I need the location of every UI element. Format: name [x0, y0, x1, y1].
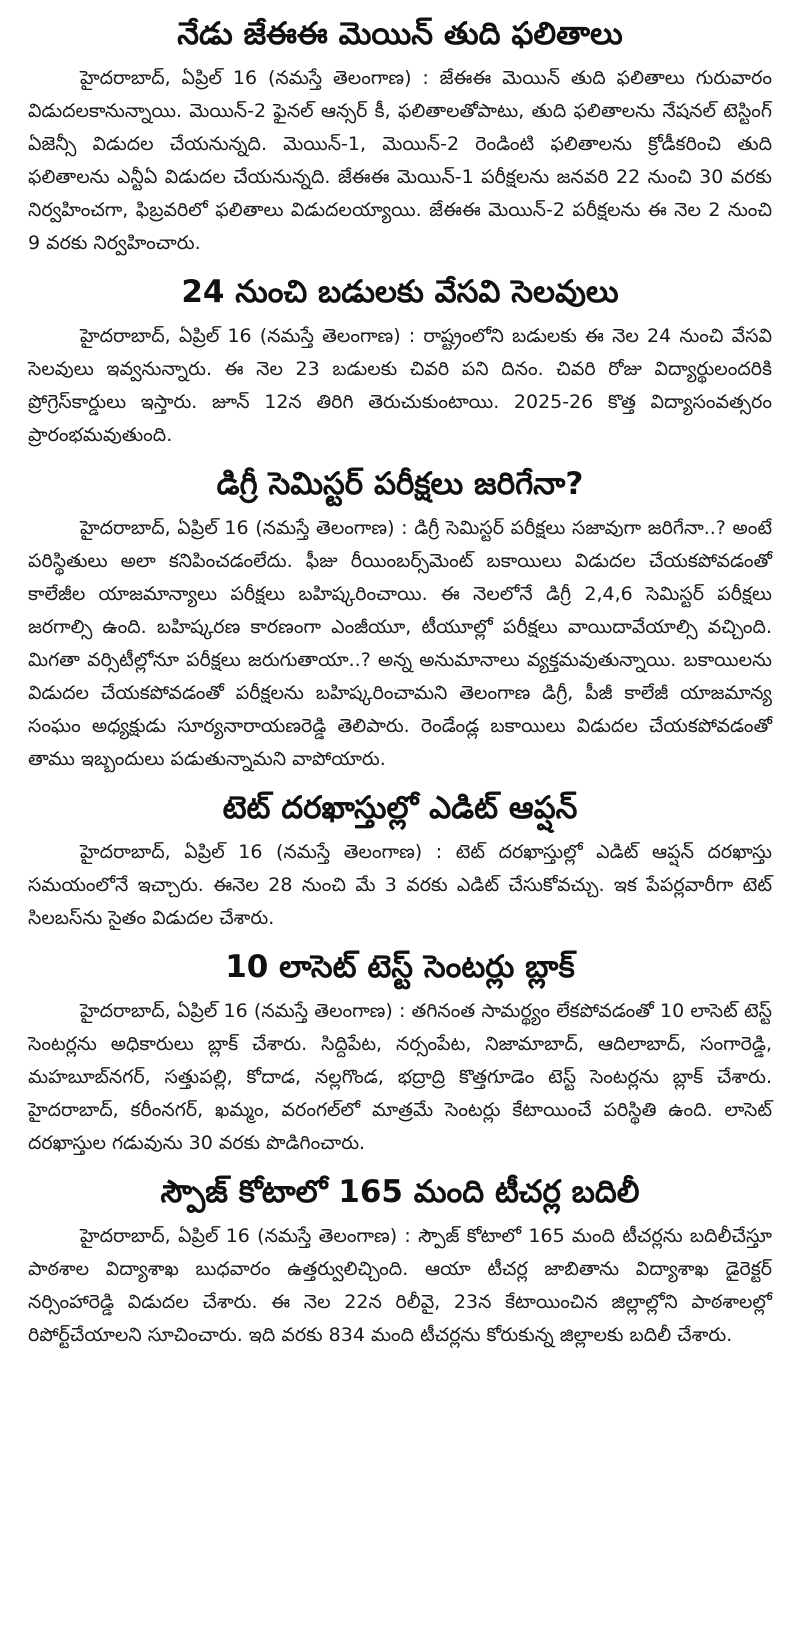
article-teacher-transfers [28, 1164, 772, 1352]
article-headline: 24 నుంచి బడులకు వేసవి సెలవులు [181, 274, 619, 310]
article-headline: నేడు జేఈఈ మెయిన్ తుది ఫలితాలు [177, 16, 623, 52]
article-headline: డిగ్రీ సెమిస్టర్ పరీక్షలు జరిగేనా? [216, 466, 584, 502]
article-lawcet-centers [28, 939, 772, 1160]
article-summer-holidays [28, 264, 772, 452]
article-degree-exams [28, 456, 772, 776]
article-body: హైదరాబాద్, ఏప్రిల్ 16 (నమస్తే తెలంగాణ) : టెట్ దరఖాస్తుల్లో ఎడిట్ ఆప్షన్ దరఖాస్తు సమయంలోనే ఇచ్చారు. ఈనెల 28 నుంచి మే 3 వరకు ఎడిట్ చేసుకోవచ్చు. ఇక పేపర్లవారీగా టెట్ సిలబస్‌ను సైతం విడుదల చేశారు. [28, 841, 772, 929]
article-headline: స్పౌజ్ కోటాలో 165 మంది టీచర్ల బదిలీ [160, 1174, 640, 1210]
article-body: హైదరాబాద్, ఏప్రిల్ 16 (నమస్తే తెలంగాణ) : రాష్ట్రంలోని బడులకు ఈ నెల 24 నుంచి వేసవి సెలవులు ఇవ్వనున్నారు. ఈ నెల 23 బడులకు చివరి పని దినం. చివరి రోజు విద్యార్థులందరికి ప్రోగ్రెస్‌కార్డులు ఇస్తారు. జూన్ 12న తిరిగి తెరుచుకుంటాయి. 2025-26 కొత్త విద్యాసంవత్సరం ప్రారంభమవుతుంది. [28, 325, 772, 446]
article-body: హైదరాబాద్, ఏప్రిల్ 16 (నమస్తే తెలంగాణ) : డిగ్రీ సెమిస్టర్ పరీక్షలు సజావుగా జరిగేనా..? అంటే పరిస్థితులు అలా కనిపించడంలేదు. ఫీజు రీయింబర్స్‌మెంట్ బకాయిలు విడుదల చేయకపోవడంతో కాలేజీల యాజమాన్యాలు పరీక్షలు బహిష్కరించాయి. ఈ నెలలోనే డిగ్రీ 2,4,6 సెమిస్టర్ పరీక్షలు జరగాల్సి ఉంది. బహిష్కరణ కారణంగా ఎంజీయూ, టీయూల్లో పరీక్షలు వాయిదావేయాల్సి వచ్చింది. మిగతా వర్సిటీల్లోనూ పరీక్షలు జరుగుతాయా..? అన్న అనుమానాలు వ్యక్తమవుతున్నాయి. బకాయిలను విడుదల చేయకపోవడంతో పరీక్షలను బహిష్కరించామని తెలంగాణ డిగ్రీ, పీజీ కాలేజీ యాజమాన్య సంఘం అధ్యక్షుడు సూర్యనారాయణరెడ్డి తెలిపారు. రెండేండ్ల బకాయిలు విడుదల చేయకపోవడంతో తాము ఇబ్బందులు పడుతున్నామని వాపోయారు. [28, 517, 772, 770]
article-headline: టెట్ దరఖాస్తుల్లో ఎడిట్ ఆప్షన్ [222, 790, 578, 826]
article-body: హైదరాబాద్, ఏప్రిల్ 16 (నమస్తే తెలంగాణ) : తగినంత సామర్థ్యం లేకపోవడంతో 10 లాసెట్ టెస్ట్ సెంటర్లను అధికారులు బ్లాక్ చేశారు. సిద్దిపేట, నర్సంపేట, నిజామాబాద్, ఆదిలాబాద్, సంగారెడ్డి, మహబూబ్‌నగర్, సత్తుపల్లి, కోదాడ, నల్లగొండ, భద్రాద్రి కొత్తగూడెం టెస్ట్ సెంటర్లను బ్లాక్ చేశారు. హైదరాబాద్, కరీంనగర్, ఖమ్మం, వరంగల్‌లో మాత్రమే సెంటర్లు కేటాయించే పరిస్థితి ఉంది. లాసెట్ దరఖాస్తుల గడువును 30 వరకు పొడిగించారు. [28, 1000, 772, 1154]
article-body: హైదరాబాద్, ఏప్రిల్ 16 (నమస్తే తెలంగాణ) : స్పౌజ్ కోటాలో 165 మంది టీచర్లను బదిలీచేస్తూ పాఠశాల విద్యాశాఖ బుధవారం ఉత్తర్వులిచ్చింది. ఆయా టీచర్ల జాబితాను విద్యాశాఖ డైరెక్టర్ నర్సింహారెడ్డి విడుదల చేశారు. ఈ నెల 22న రిలీవై, 23న కేటాయించిన జిల్లాల్లోని పాఠశాలల్లో రిపోర్ట్‌చేయాలని సూచించారు. ఇది వరకు 834 మంది టీచర్లను కోరుకున్న జిల్లాలకు బదిలీ చేశారు. [28, 1225, 772, 1346]
article-headline: 10 లాసెట్ టెస్ట్ సెంటర్లు బ్లాక్ [225, 949, 575, 985]
article-jee-main-results [28, 6, 772, 260]
article-body: హైదరాబాద్, ఏప్రిల్ 16 (నమస్తే తెలంగాణ) : జేఈఈ మెయిన్ తుది ఫలితాలు గురువారం విడుదలకానున్నాయి. మెయిన్-2 ఫైనల్ ఆన్సర్ కీ, ఫలితాలతోపాటు, తుది ఫలితాలను నేషనల్ టెస్టింగ్ ఏజెన్సీ విడుదల చేయనున్నది. మెయిన్-1, మెయిన్-2 రెండింటి ఫలితాలను క్రోడీకరించి తుది ఫలితాలను ఎన్టీఏ విడుదల చేయనున్నది. జేఈఈ మెయిన్-1 పరీక్షలను జనవరి 22 నుంచి 30 వరకు నిర్వహించగా, ఫిబ్రవరిలో ఫలితాలు విడుదలయ్యాయి. జేఈఈ మెయిన్-2 పరీక్షలను ఈ నెల 2 నుంచి 9 వరకు నిర్వహించారు. [28, 67, 772, 254]
article-tet-edit-option [28, 780, 772, 935]
